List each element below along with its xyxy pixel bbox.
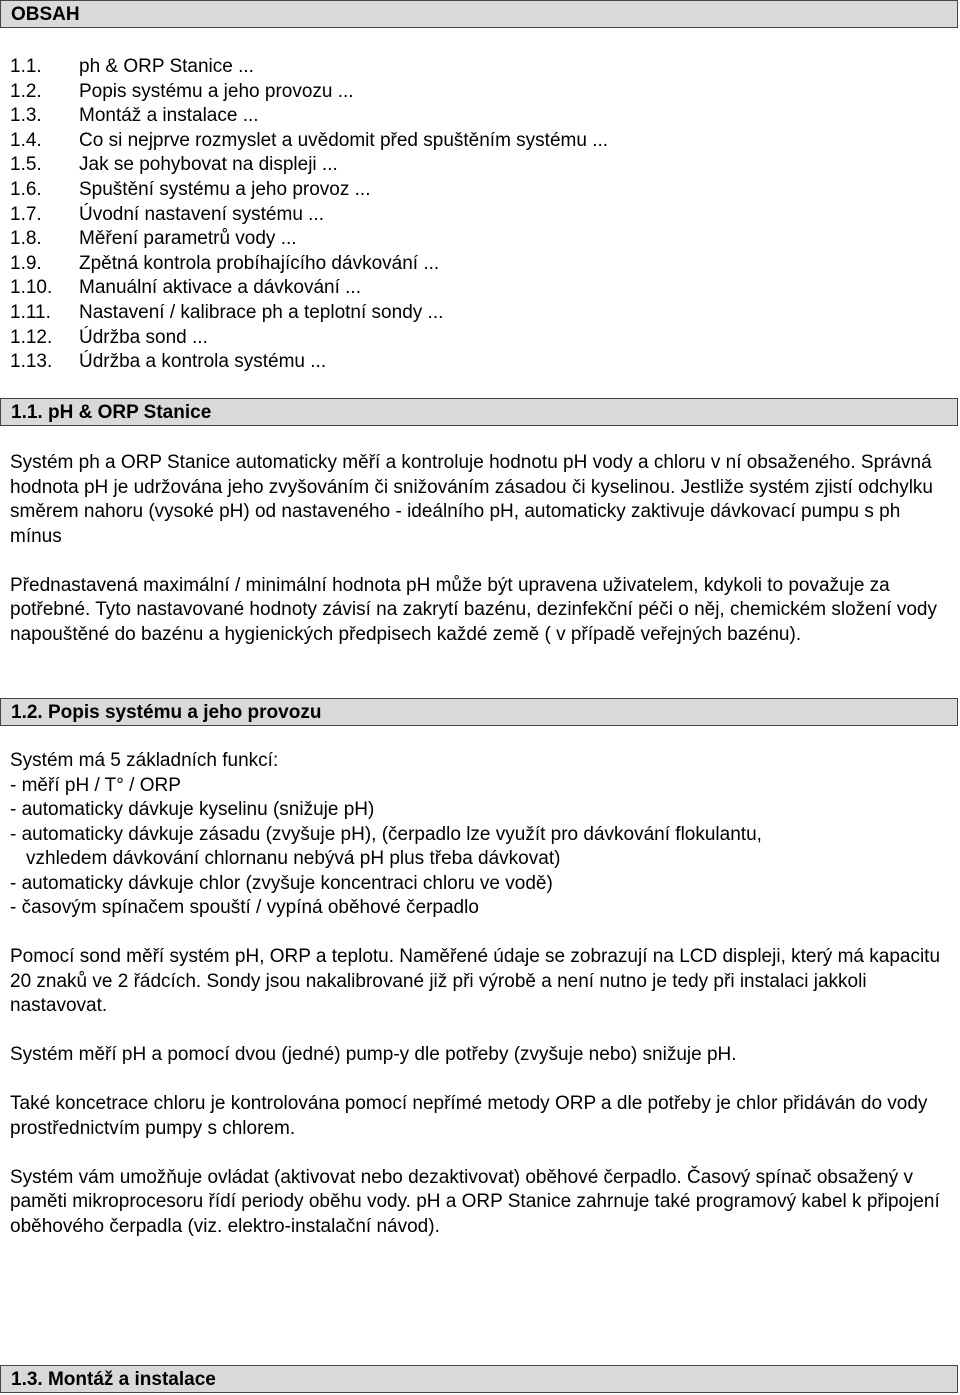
toc-item[interactable]	[10, 276, 608, 301]
functions-intro: Systém má 5 základních funkcí:	[10, 750, 279, 771]
toc-title: Údržba sond ...	[79, 326, 208, 348]
toc-item[interactable]	[10, 104, 608, 129]
toc-number: 1.3.	[10, 105, 42, 127]
paragraph: Také koncetrace chloru je kontrolována pomocí nepřímé metody ORP a dle potřeby je chlor přidáván do vody prostřednictvím pumpy s chlorem.	[10, 1093, 928, 1139]
paragraph: Systém ph a ORP Stanice automaticky měří a kontroluje hodnotu pH vody a chloru v ní obsaženého. Správná hodnota pH je udržována jeho zvyšováním či snižováním zásadou či kyselinou. Jestliže systém zjistí odchylku směrem nahoru (vysoké pH) od nastaveného - ideálního pH, automaticky zaktivuje dávkovací pumpu s ph mínus	[10, 452, 933, 547]
toc-number: 1.13.	[10, 351, 53, 373]
toc-title: Montáž a instalace ...	[79, 105, 259, 127]
toc-title: Zpětná kontrola probíhajícího dávkování ...	[79, 252, 440, 274]
toc-item[interactable]	[10, 80, 608, 105]
table-of-contents	[10, 55, 608, 375]
section-1-heading: 1.1. pH & ORP Stanice	[0, 398, 958, 426]
toc-number: 1.7.	[10, 203, 42, 225]
paragraph: Systém měří pH a pomocí dvou (jedné) pump-y dle potřeby (zvyšuje nebo) snižuje pH.	[10, 1044, 737, 1065]
toc-number: 1.8.	[10, 228, 42, 250]
toc-number: 1.12.	[10, 326, 53, 348]
list-item: - automaticky dávkuje chlor (zvyšuje koncentraci chloru ve vodě)	[10, 872, 553, 894]
toc-item[interactable]	[10, 252, 608, 277]
toc-number: 1.5.	[10, 154, 42, 176]
toc-title: Údržba a kontrola systému ...	[79, 351, 327, 373]
list-item: - měří pH / T° / ORP	[10, 774, 181, 796]
toc-number: 1.10.	[10, 277, 53, 299]
toc-item[interactable]	[10, 350, 608, 375]
toc-item[interactable]	[10, 203, 608, 228]
toc-item[interactable]	[10, 301, 608, 326]
section-1-body	[10, 451, 945, 647]
section-2-body	[10, 749, 945, 1239]
toc-title: Měření parametrů vody ...	[79, 228, 297, 250]
toc-item[interactable]	[10, 129, 608, 154]
toc-title: Co si nejprve rozmyslet a uvědomit před spuštěním systému ...	[79, 129, 609, 151]
toc-number: 1.1.	[10, 56, 42, 77]
toc-title: Spuštění systému a jeho provoz ...	[79, 178, 371, 200]
toc-title: Manuální aktivace a dávkování ...	[79, 277, 361, 299]
toc-title: Jak se pohybovat na displeji ...	[79, 154, 338, 176]
toc-heading: OBSAH	[0, 0, 958, 28]
toc-number: 1.11.	[10, 301, 51, 323]
section-2-heading: 1.2. Popis systému a jeho provozu	[0, 698, 958, 726]
list-item: - časovým spínačem spouští / vypíná oběhové čerpadlo	[10, 897, 479, 918]
toc-number: 1.4.	[10, 129, 42, 151]
list-item: vzhledem dávkování chlornanu nebývá pH plus třeba dávkovat)	[26, 848, 561, 869]
toc-title: Úvodní nastavení systému ...	[79, 203, 325, 225]
paragraph: Přednastavená maximální / minimální hodnota pH může být upravena uživatelem, kdykoli to považuje za potřebné. Tyto nastavované hodnoty závisí na zakrytí bazénu, dezinfekční péči o něj, chemickém složení vody napouštěné do bazénu a hygienických předpisech každé země ( v případě veřejných bazénu).	[10, 574, 937, 645]
toc-number: 1.9.	[10, 252, 42, 274]
toc-item[interactable]	[10, 55, 608, 80]
list-item: - automaticky dávkuje kyselinu (snižuje pH)	[10, 799, 375, 820]
paragraph: Systém vám umožňuje ovládat (aktivovat nebo dezaktivovat) oběhové čerpadlo. Časový spínač obsažený v paměti mikroprocesoru řídí periody oběhu vody. pH a ORP Stanice zahrnuje také programový kabel k připojení oběhového čerpadla (viz. elektro-instalační návod).	[10, 1166, 940, 1237]
toc-item[interactable]	[10, 227, 608, 252]
paragraph: Pomocí sond měří systém pH, ORP a teplotu. Naměřené údaje se zobrazují na LCD displeji, který má kapacitu 20 znaků ve 2 řádcích. Sondy jsou nakalibrované již při výrobě a není nutno je tedy při instalaci jakkoli nastavovat.	[10, 946, 941, 1016]
toc-item[interactable]	[10, 153, 608, 178]
toc-title: Popis systému a jeho provozu ...	[79, 80, 354, 102]
section-3-heading: 1.3. Montáž a instalace	[0, 1365, 958, 1393]
list-item: - automaticky dávkuje zásadu (zvyšuje pH), (čerpadlo lze využít pro dávkování flokulantu,	[10, 823, 762, 845]
toc-title: Nastavení / kalibrace ph a teplotní sondy ...	[79, 301, 444, 323]
toc-item[interactable]	[10, 326, 608, 351]
toc-number: 1.6.	[10, 178, 42, 200]
toc-item[interactable]	[10, 178, 608, 203]
toc-title: ph & ORP Stanice ...	[79, 56, 254, 77]
toc-number: 1.2.	[10, 80, 42, 102]
